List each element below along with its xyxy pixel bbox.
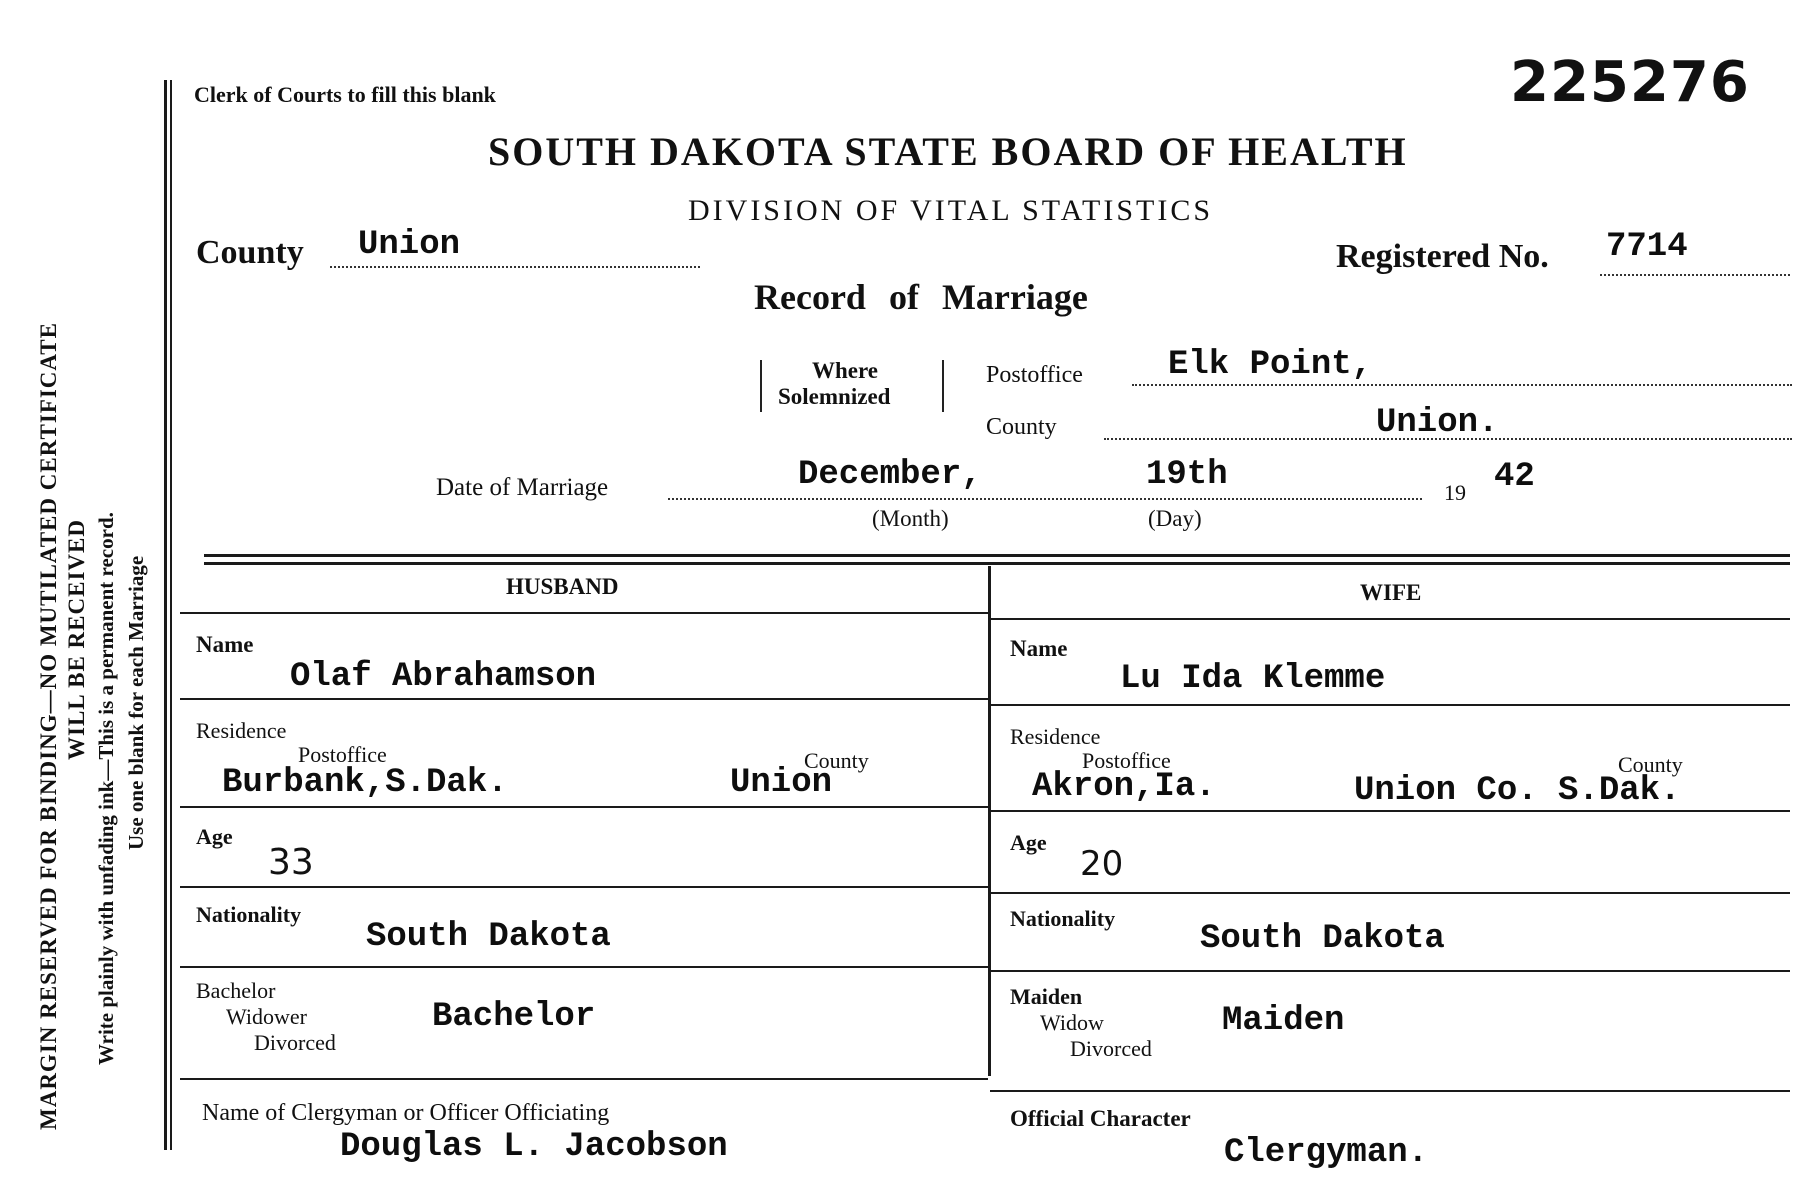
wife-nationality-value: South Dakota (1200, 920, 1445, 958)
husband-status-widower-label: Widower (226, 1004, 307, 1029)
row-line (180, 886, 988, 888)
husband-county-value: Union (730, 764, 833, 802)
husband-age-label: Age (196, 824, 233, 849)
date-month-caption: (Month) (872, 506, 949, 531)
wife-county-value: Union Co. S.Dak. (1354, 772, 1681, 810)
solemnized-postoffice-label: Postoffice (986, 362, 1083, 388)
solemnized-county-label: County (986, 414, 1057, 440)
husband-residence-label: Residence (196, 718, 287, 743)
husband-postoffice-value: Burbank,S.Dak. (222, 764, 508, 802)
row-line (180, 806, 988, 808)
wife-status-value: Maiden (1222, 1002, 1345, 1040)
solemnized-label: Solemnized (778, 384, 891, 409)
husband-status-bachelor-label: Bachelor (196, 978, 276, 1003)
margin-ink-note: Write plainly with unfading ink—This is a permanent record. (94, 512, 118, 1065)
wife-status-maiden-label: Maiden (1010, 984, 1083, 1009)
solemnized-postoffice-value: Elk Point, (1168, 346, 1373, 384)
row-line (990, 704, 1790, 706)
husband-age-value: 33 (268, 842, 314, 883)
wife-age-label: Age (1010, 830, 1047, 855)
margin-received-note: WILL BE RECEIVED (64, 519, 89, 760)
record-title: Record of Marriage (754, 277, 1088, 317)
husband-nationality-label: Nationality (196, 902, 302, 927)
row-line (990, 810, 1790, 812)
solemnized-county-value: Union. (1376, 404, 1499, 442)
wife-residence-label: Residence (1010, 724, 1101, 749)
wife-nationality-label: Nationality (1010, 906, 1116, 931)
date-month-value: December, (798, 456, 982, 494)
row-line (990, 618, 1790, 620)
county-label: County (196, 234, 304, 271)
husband-county-label: County (804, 748, 869, 773)
husband-postoffice-label: Postoffice (298, 742, 387, 767)
row-line (180, 966, 988, 968)
husband-status-value: Bachelor (432, 998, 596, 1036)
husband-name-value: Olaf Abrahamson (290, 658, 597, 696)
date-day-value: 19th (1146, 456, 1228, 494)
row-line (990, 892, 1790, 894)
date-day-caption: (Day) (1148, 506, 1202, 531)
margin-binding-note: MARGIN RESERVED FOR BINDING—NO MUTILATED CERTIFICATE (36, 322, 61, 1130)
clerk-note: Clerk of Courts to fill this blank (194, 82, 496, 107)
county-value: Union (358, 226, 461, 264)
where-label: Where (812, 358, 879, 383)
row-line (990, 1090, 1790, 1092)
certificate-number: 225276 (1510, 50, 1750, 115)
husband-status-divorced-label: Divorced (254, 1030, 336, 1055)
division-title: DIVISION OF VITAL STATISTICS (688, 194, 1214, 227)
wife-age-value: 20 (1080, 844, 1124, 884)
center-divider (988, 566, 991, 1076)
solemnized-postoffice-dots (1132, 384, 1792, 386)
left-border-inner (170, 80, 172, 1150)
date-year-prefix: 19 (1444, 480, 1466, 505)
row-line (990, 970, 1790, 972)
main-rule-top (204, 554, 1790, 557)
row-line (180, 698, 988, 700)
board-title: SOUTH DAKOTA STATE BOARD OF HEALTH (488, 129, 1408, 174)
wife-name-label: Name (1010, 636, 1068, 661)
date-dots (668, 498, 1422, 500)
wife-heading: WIFE (1360, 580, 1422, 605)
wife-county-label: County (1618, 752, 1683, 777)
registered-dots (1600, 274, 1790, 276)
wife-postoffice-value: Akron,Ia. (1032, 768, 1216, 806)
main-rule-bottom (204, 562, 1790, 565)
row-line (180, 612, 988, 614)
left-border (164, 80, 167, 1150)
wife-status-divorced-label: Divorced (1070, 1036, 1152, 1061)
date-label: Date of Marriage (436, 474, 609, 501)
margin-one-blank-note: Use one blank for each Marriage (124, 555, 148, 850)
wife-name-value: Lu Ida Klemme (1120, 660, 1386, 698)
date-year-value: 42 (1494, 458, 1535, 496)
county-dots (330, 266, 700, 268)
wife-postoffice-label: Postoffice (1082, 748, 1171, 773)
registered-label: Registered No. (1336, 238, 1549, 275)
husband-name-label: Name (196, 632, 254, 657)
husband-nationality-value: South Dakota (366, 918, 611, 956)
official-character-label: Official Character (1010, 1106, 1191, 1131)
row-line (180, 1078, 988, 1080)
officiant-name-label: Name of Clergyman or Officer Officiating (202, 1100, 610, 1126)
officiant-name-value: Douglas L. Jacobson (340, 1128, 728, 1166)
official-character-value: Clergyman. (1224, 1134, 1429, 1172)
registered-value: 7714 (1606, 228, 1688, 266)
husband-heading: HUSBAND (506, 574, 619, 599)
wife-status-widow-label: Widow (1040, 1010, 1104, 1035)
